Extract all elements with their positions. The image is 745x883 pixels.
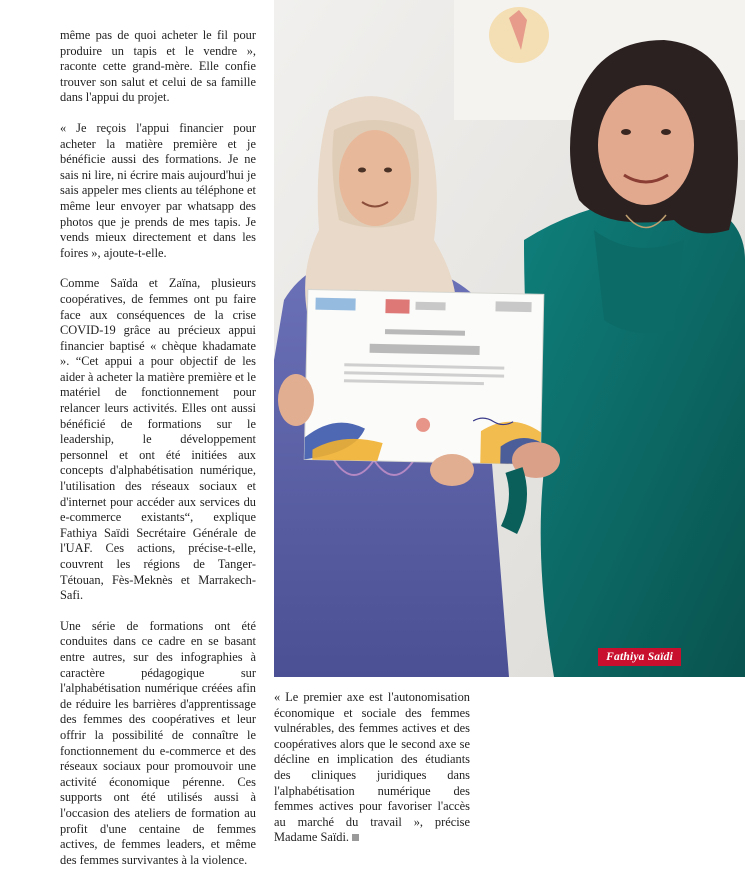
paragraph-4: Une série de formations ont été conduites dans ce cadre en se basant entre autres, sur des infographies à caractère pédagogique sur l'alphabétisation numérique créées afin de réduire les barrières d'apprentissage des femmes des coopératives et leur offrir la possibilité de connaître le fonctionnement du e-commerce et des réseaux sociaux pour promouvoir une activité économique pérenne. Ces supports ont été utilisés aussi à l'occasion des ateliers de formation au profit d'une centaine de femmes actives, de femmes leaders, et même des femmes survivantes à la violence. [60, 618, 256, 867]
quote-paragraph [274, 690, 470, 846]
right-woman-face [598, 85, 694, 205]
photo-caption: Fathiya Saïdi [598, 648, 681, 666]
left-woman-hand-lower [430, 454, 474, 486]
left-woman-face [339, 130, 411, 226]
photo-illustration [274, 0, 745, 677]
article-right-column [274, 690, 470, 846]
paragraph-2: « Je reçois l'appui financier pour acheter la matière première et je bénéficie aussi des formations. Je ne sais ni lire, ni écrire mais aujourd'hui je sais appeler mes clients au téléphone et même leur envoyer par whatsapp des photos que je prends de mes tapis. Je vends mieux directement et dans les foires », ajoute-t-elle. [60, 120, 256, 260]
article-photo [274, 0, 745, 677]
certificate [304, 289, 544, 464]
left-woman-hand [278, 374, 314, 426]
paragraph-1: même pas de quoi acheter le fil pour produire un tapis et le vendre », raconte cette grand-mère. Elle confie trouver son salut et celui de sa famille dans l'appui du projet. [60, 28, 256, 105]
paragraph-3: Comme Saïda et Zaïna, plusieurs coopératives, de femmes ont pu faire face aux conséquences de la crise COVID-19 grâce au précieux appui financier baptisé « chèque khadamate ». “Cet appui a pour objectif de les aider à acheter la matière première et le matériel de fonctionnement pour relancer leurs activités. Elles ont aussi bénéficié de formations sur le leadership, le développement personnel et ont été initiées aux concepts d'alphabétisation numérique, l'utilisation des réseaux sociaux et d'internet pour accéder aux services du e-commerce existants“, explique Fathiya Saïdi Secrétaire Générale de l'UAF. Ces actions, précise-t-elle, couvrent les régions de Tanger-Tétouan, Fès-Meknès et Marrakech-Safi. [60, 276, 256, 603]
article-left-column [60, 28, 256, 883]
end-of-article-mark [352, 834, 359, 841]
quote-text: « Le premier axe est l'autonomisation économique et sociale des femmes vulnérables, des femmes actives et des coopératives alors que le second axe se décline en implication des étudiants des cliniques juridiques dans l'alphabétisation numérique des femmes actives pour favoriser l'accès au marché du travail », précise Madame Saïdi. [274, 690, 470, 845]
